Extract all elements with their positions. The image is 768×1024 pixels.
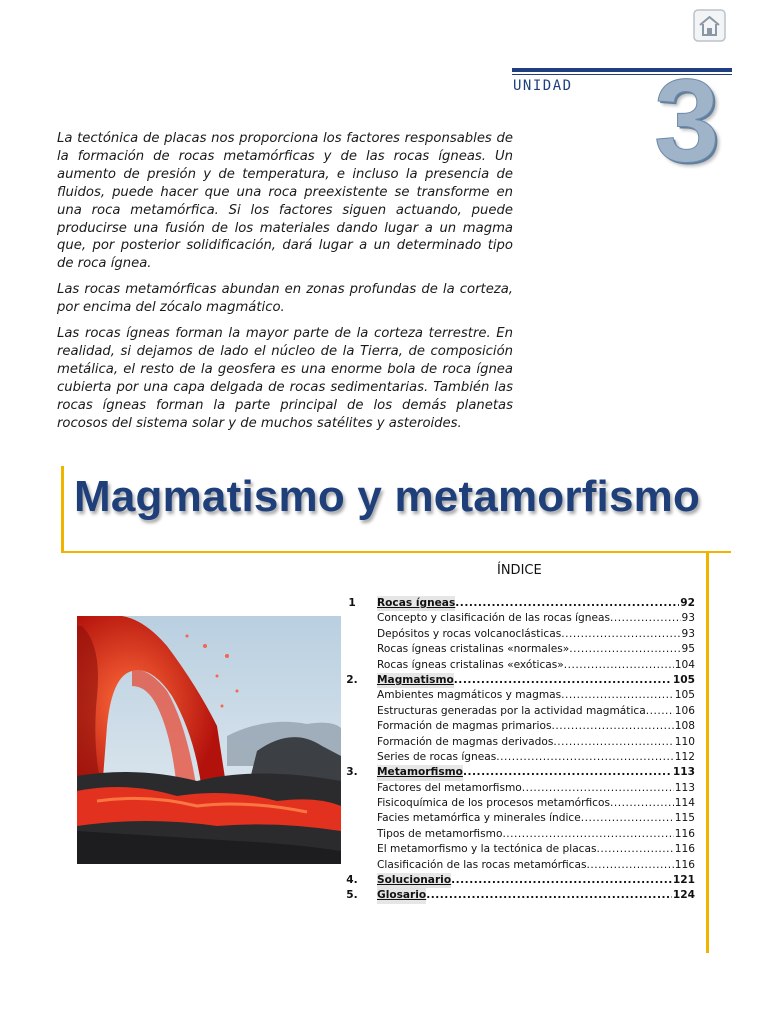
toc-entry-title: Tipos de metamorfismo: [377, 827, 503, 840]
toc-entry-page: 108: [674, 720, 695, 733]
toc-entry-page: 116: [674, 843, 695, 856]
toc-entry[interactable]: [340, 627, 695, 642]
toc-entry[interactable]: [340, 888, 695, 903]
toc-entry[interactable]: [340, 688, 695, 703]
toc-entry[interactable]: [340, 596, 695, 611]
intro-text: [57, 130, 513, 441]
toc-entry-page: 115: [674, 812, 695, 825]
toc-entry-title: Series de rocas ígneas: [377, 750, 497, 763]
toc-entry-title: Formación de magmas derivados: [377, 735, 554, 748]
toc-entry-title: Rocas ígneas cristalinas «exóticas»: [377, 658, 564, 671]
toc-leader-dots: [552, 719, 674, 734]
toc-entry-page: 105: [672, 673, 695, 686]
index-heading: ÍNDICE: [497, 563, 542, 578]
toc-leader-dots: [454, 673, 672, 688]
toc-leader-dots: [564, 658, 674, 673]
toc-entry-number: 3.: [346, 766, 358, 779]
toc-entry-title: Concepto y clasificación de las rocas ígneas: [377, 612, 610, 625]
toc-entry[interactable]: [340, 842, 695, 857]
toc-entry-page: 95: [681, 643, 695, 656]
toc-entry-number: 1: [348, 597, 356, 609]
toc-entry-title: Rocas ígneas: [377, 596, 455, 611]
title-underline: [61, 551, 731, 553]
toc-leader-dots: [451, 873, 672, 888]
toc-leader-dots: [553, 735, 673, 750]
toc-entry[interactable]: [340, 796, 695, 811]
toc-leader-dots: [569, 642, 680, 657]
toc-entry-title: Rocas ígneas cristalinas «normales»: [377, 643, 570, 656]
toc-entry[interactable]: [340, 673, 695, 688]
unit-label: UNIDAD: [513, 78, 573, 94]
toc-entry[interactable]: [340, 858, 695, 873]
toc-leader-dots: [610, 611, 681, 626]
toc-leader-dots: [463, 765, 672, 780]
toc-entry-title: Facies metamórfica y minerales índice: [377, 812, 581, 825]
toc-leader-dots: [587, 858, 674, 873]
page-title: Magmatismo y metamorfismo: [74, 472, 701, 521]
toc-entry-title: Estructuras generadas por la actividad magmática: [377, 704, 646, 717]
toc-leader-dots: [646, 704, 674, 719]
intro-paragraph: Las rocas metamórficas abundan en zonas profundas de la corteza, por encima del zócalo magmático.: [57, 282, 513, 316]
toc-leader-dots: [610, 796, 674, 811]
toc-entry-title: Metamorfismo: [377, 765, 463, 780]
toc-leader-dots: [597, 842, 674, 857]
toc-entry[interactable]: [340, 658, 695, 673]
toc-entry-page: 124: [672, 889, 695, 902]
toc-leader-dots: [581, 811, 674, 826]
toc-entry[interactable]: [340, 704, 695, 719]
toc-leader-dots: [561, 688, 674, 703]
toc-entry-page: 110: [674, 735, 695, 748]
toc-entry[interactable]: [340, 781, 695, 796]
toc-entry-page: 93: [681, 612, 695, 625]
toc-entry-page: 114: [674, 797, 695, 810]
title-accent-bar: [61, 466, 64, 552]
toc-entry-title: Formación de magmas primarios: [377, 720, 552, 733]
toc-entry-page: 93: [681, 627, 695, 640]
toc-entry[interactable]: [340, 811, 695, 826]
toc-entry-page: 112: [674, 750, 695, 763]
toc-entry-title: Glosario: [377, 888, 426, 903]
toc-leader-dots: [455, 596, 679, 611]
toc-entry[interactable]: [340, 765, 695, 780]
toc-leader-dots: [496, 750, 673, 765]
toc-entry-number: 5.: [346, 889, 358, 902]
toc-entry-title: Fisicoquímica de los procesos metamórficos: [377, 797, 610, 810]
toc-entry-title: Solucionario: [377, 873, 451, 888]
toc-entry[interactable]: [340, 642, 695, 657]
toc-leader-dots: [522, 781, 674, 796]
toc-leader-dots: [426, 888, 672, 903]
toc-entry[interactable]: [340, 827, 695, 842]
toc-entry-page: 113: [672, 766, 695, 779]
toc-entry-title: Ambientes magmáticos y magmas: [377, 689, 562, 702]
unit-number: 3: [654, 55, 720, 187]
toc-entry-title: Clasificación de las rocas metamórficas: [377, 858, 587, 871]
toc-entry[interactable]: [340, 750, 695, 765]
toc-entry-title: El metamorfismo y la tectónica de placas: [377, 843, 597, 856]
toc-entry[interactable]: [340, 611, 695, 626]
intro-paragraph: Las rocas ígneas forman la mayor parte de la corteza terrestre. En realidad, si dejamos de lado el núcleo de la Tierra, de composición metálica, el resto de la geosfera es una enorme bola de roca ígnea cubierta por una capa delgada de rocas sedimentarias. También las rocas ígneas forman la parte principal de los demás planetas rocosos del sistema solar y de muchos satélites y asteroides.: [57, 326, 513, 431]
toc-leader-dots: [561, 627, 680, 642]
toc-entry-page: 106: [674, 704, 695, 717]
toc-entry-page: 105: [674, 689, 695, 702]
toc-entry[interactable]: [340, 735, 695, 750]
toc-entry[interactable]: [340, 873, 695, 888]
toc-entry-number: 4.: [346, 874, 358, 887]
toc-entry-page: 104: [674, 658, 695, 671]
table-of-contents: [340, 596, 695, 904]
home-icon[interactable]: [693, 9, 726, 42]
intro-paragraph: La tectónica de placas nos proporciona los factores responsables de la formación de rocas metamórficas y de las rocas ígneas. Un aumento de presión y de temperatura, e incluso la presencia de fluidos, puede hacer que una roca preexistente se transforme en una roca metamórfica. Si los factores siguen actuando, puede producirse una fusión de los materiales dando lugar a un magma que, por posterior solidificación, dará lugar a un determinado tipo de roca ígnea.: [57, 131, 513, 272]
lava-fountain-photo: [77, 616, 341, 864]
toc-entry-page: 92: [680, 597, 695, 609]
index-accent-bar: [706, 553, 709, 953]
toc-entry-page: 121: [672, 874, 695, 887]
toc-entry-page: 116: [674, 827, 695, 840]
toc-leader-dots: [502, 827, 673, 842]
toc-entry-title: Depósitos y rocas volcanoclásticas: [377, 627, 562, 640]
toc-entry[interactable]: [340, 719, 695, 734]
toc-entry-number: 2.: [346, 673, 358, 686]
toc-entry-title: Magmatismo: [377, 673, 454, 688]
toc-entry-page: 113: [674, 781, 695, 794]
toc-entry-title: Factores del metamorfismo: [377, 781, 522, 794]
toc-entry-page: 116: [674, 858, 695, 871]
